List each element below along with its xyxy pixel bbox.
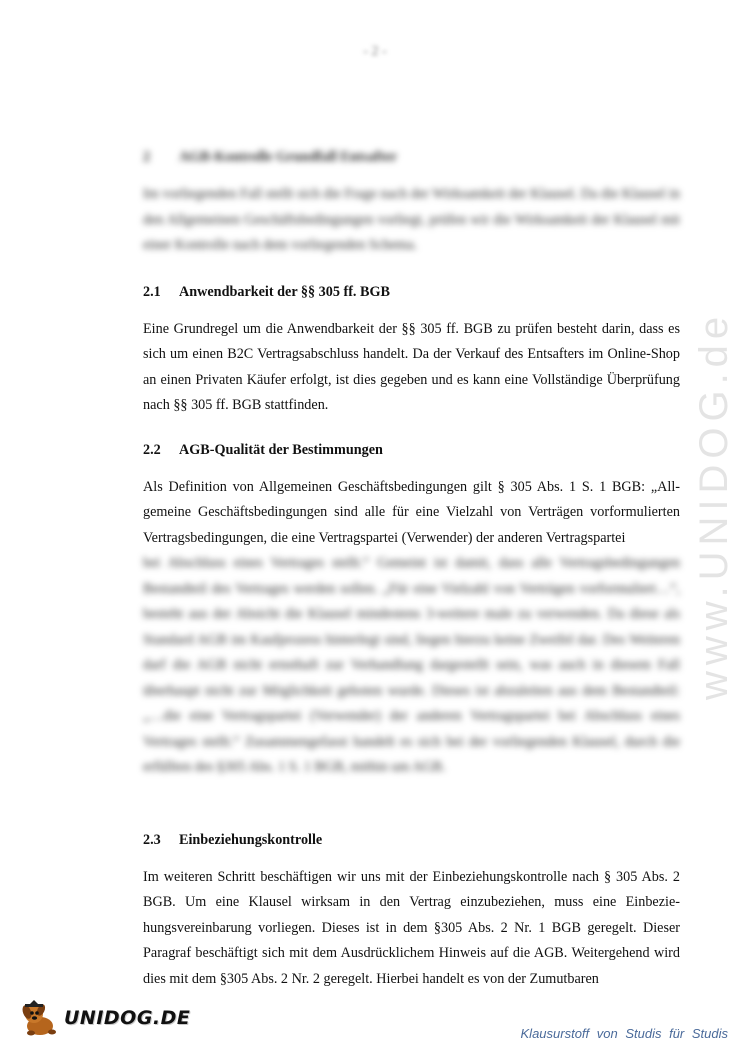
page-number: - 2 - (363, 44, 387, 59)
logo-text: UNIDOG.DE (64, 1007, 191, 1029)
section-2-2-paragraph: Als Definition von Allgemeinen Geschäftsbedingungen gilt § 305 Abs. 1 S. 1 BGB: „All-gemeine Geschäftsbedingungen sind alle für eine Vielzahl von Verträgen vorformulierten Vertragsbedingungen, die eine Vertragspartei (Verwender) der anderen Vertragspartei (143, 478, 680, 546)
section-2-title: AGB-Kontrolle Grundfall Entsafter (179, 149, 398, 165)
section-2-1-number: 2.1 (143, 283, 161, 300)
section-2-3-paragraph: Im weiteren Schritt beschäftigen wir uns mit der Einbeziehungskontrolle nach § 305 Abs. 2 BGB. Um eine Klausel wirksam in den Vertrag einzubeziehen, muss eine Einbezie-hungsvereinbarung vorliegen. Dieses ist in dem §305 Abs. 2 Nr. 1 BGB geregelt. Dieser Paragraf beschäftigt sich mit dem Ausdrücklichem Hinweis auf die AGB. Weitergehend wird dies mit dem §305 Abs. 2 Nr. 2 geregelt. Hierbei handelt es von der Zumutbaren (143, 868, 680, 987)
footer-logo[interactable] (18, 999, 190, 1037)
section-2-1-title: Anwendbarkeit der §§ 305 ff. BGB (179, 283, 390, 300)
section-2-number: 2 (143, 149, 151, 165)
section-2-1-heading (143, 281, 680, 303)
document-content (143, 146, 680, 992)
footer-slogan: Klausurstoff von Studis für Studis (520, 1026, 728, 1041)
section-2-3-number: 2.3 (143, 831, 161, 848)
section-2-heading (143, 146, 680, 168)
section-2-paragraph: Im vorliegenden Fall stellt sich die Frage nach der Wirksamkeit der Klausel. Da die Klausel in den Allgemeinen Geschäftsbedingungen vorliegt, prüfen wir die Wirksamkeit der Klausel mit einer Kontrolle nach dem vorliegenden Schema. (143, 186, 680, 253)
section-2-2-number: 2.2 (143, 441, 161, 458)
dog-mascot-icon (18, 999, 62, 1037)
watermark: www.UNIDOG.de (692, 310, 736, 700)
section-2-3-title: Einbeziehungskontrolle (179, 831, 323, 848)
section-2-2-heading (143, 439, 680, 461)
section-2-2-paragraph-blurred: bei Abschluss eines Vertrages stellt.“ Gemeint ist damit, dass alle Vertragsbedingungen Bestandteil des Vertrages werden sollen. „Für eine Vielzahl von Verträgen vorformuliert…“, besteht aus der Absicht die Klausel mindestens 3-weitere male zu verwenden. Da diese als Standard AGB im Kaufprozess hinterlegt sind, liegen hierzu keine Zweifel dar. Des Weiteren darf die AGB nicht ernsthaft zur Verhandlung dargestellt sein, was auch in diesem Fall überhaupt nicht zur Möglichkeit geboten wurde. Dieses ist abzuleiten aus dem Bestandteil: „…die eine Vertragspartei (Verwender) der anderen Vertragspartei bei Abschluss eines Vertrages stellt.“ Zusammengefasst handelt es sich bei der vorliegenden Klausel, durch die erfüllten des §305 Abs. 1 S. 1 BGB, mithin um AGB. (143, 555, 680, 775)
section-2-2-title: AGB-Qualität der Bestimmungen (179, 441, 383, 458)
section-2-1-paragraph: Eine Grundregel um die Anwendbarkeit der §§ 305 ff. BGB zu prüfen besteht darin, dass es sich um einen B2C Vertragsabschluss handelt. Da der Verkauf des Entsafters im Online-Shop an einen Privaten Käufer erfolgt, ist dies gegeben und es kann eine Vollständige Überprüfung nach §§ 305 ff. BGB stattfinden. (143, 320, 680, 413)
section-2 (143, 146, 680, 259)
section-2-3-heading (143, 829, 680, 851)
